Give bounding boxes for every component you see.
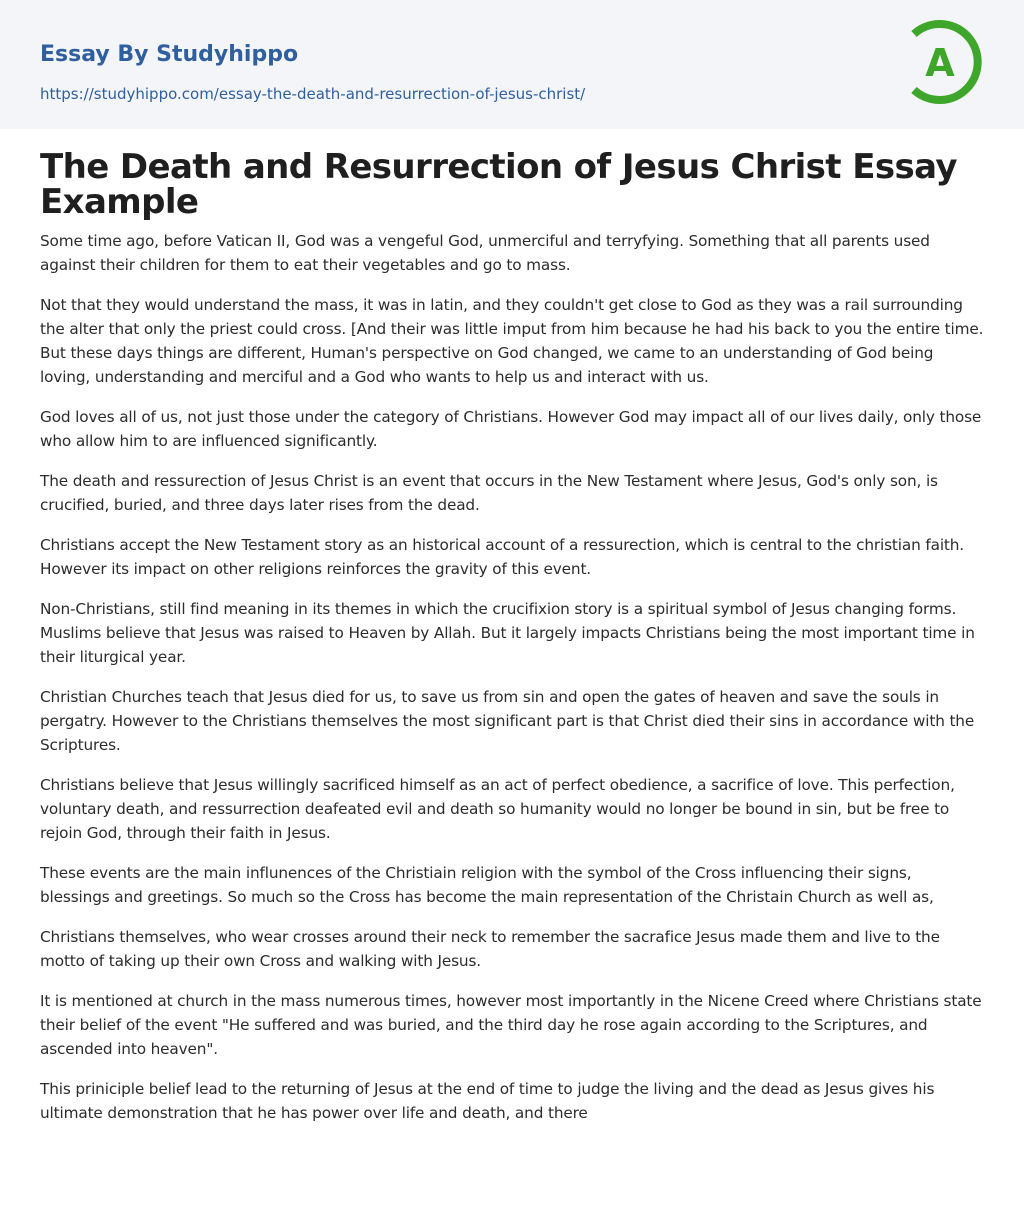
essay-paragraph: Non-Christians, still find meaning in its themes in which the crucifixion story is a spiritual symbol of Jesus changing forms. Muslims believe that Jesus was raised to Heaven by Allah. But it largely impacts Christians being the most important time in their liturgical year.: [40, 600, 975, 666]
essay-paragraph: The death and ressurection of Jesus Christ is an event that occurs in the New Testament where Jesus, God's only son, is crucified, buried, and three days later rises from the dead.: [40, 472, 938, 514]
essay-paragraph: Some time ago, before Vatican II, God was a vengeful God, unmerciful and terryfying. Something that all parents used against their children for them to eat their vegetables and go to mass.: [40, 232, 930, 274]
site-brand[interactable]: Essay By Studyhippo: [40, 42, 299, 67]
essay-paragraph: Christian Churches teach that Jesus died for us, to save us from sin and open the gates of heaven and save the souls in pergatry. However to the Christians themselves the most significant part is that Christ died their sins in accordance with the Scriptures.: [40, 688, 975, 754]
site-header: [0, 0, 1024, 129]
essay-paragraph: These events are the main influnences of the Christiain religion with the symbol of the Cross influencing their signs, blessings and greetings. So much so the Cross has become the main representation of the Christain Church as well as,: [40, 864, 934, 906]
essay-paragraph: Christians believe that Jesus willingly sacrificed himself as an act of perfect obedience, a sacrifice of love. This perfection, voluntary death, and ressurrection deafeated evil and death so humanity would no longer be bound in sin, but be free to rejoin God, through their faith in Jesus.: [40, 776, 955, 842]
source-url-link[interactable]: https://studyhippo.com/essay-the-death-and-resurrection-of-jesus-christ/: [40, 85, 586, 103]
essay-paragraph: Christians accept the New Testament story as an historical account of a ressurection, which is central to the christian faith. However its impact on other religions reinforces the gravity of this event.: [40, 536, 965, 578]
essay-title: The Death and Resurrection of Jesus Christ Essay Example: [40, 147, 957, 222]
logo-graphic: [908, 18, 988, 106]
essay-paragraph: This priniciple belief lead to the returning of Jesus at the end of time to judge the living and the dead as Jesus gives his ultimate demonstration that he has power over life and death, and there: [40, 1080, 935, 1122]
essay-paragraph: It is mentioned at church in the mass numerous times, however most importantly in the Nicene Creed where Christians state their belief of the event "He suffered and was buried, and the third day he rose again according to the Scriptures, and ascended into heaven".: [40, 992, 982, 1058]
essay-paragraph: Christians themselves, who wear crosses around their neck to remember the sacrafice Jesus made them and live to the motto of taking up their own Cross and walking with Jesus.: [40, 928, 940, 970]
essay-paragraph: God loves all of us, not just those under the category of Christians. However God may impact all of our lives daily, only those who allow him to are influenced significantly.: [40, 408, 982, 450]
logo-letter: A: [925, 41, 955, 85]
essay-paragraph: Not that they would understand the mass, it was in latin, and they couldn't get close to God as they was a rail surrounding the alter that only the priest could cross. [And their was little imput from him because he had his back to you the entire time. But these days things are different, Human's perspective on God changed, we came to an understanding of God being loving, understanding and merciful and a God who wants to help us and interact with us.: [40, 296, 984, 386]
essay-body: [40, 229, 985, 1141]
studyhippo-logo-icon[interactable]: [908, 18, 988, 106]
